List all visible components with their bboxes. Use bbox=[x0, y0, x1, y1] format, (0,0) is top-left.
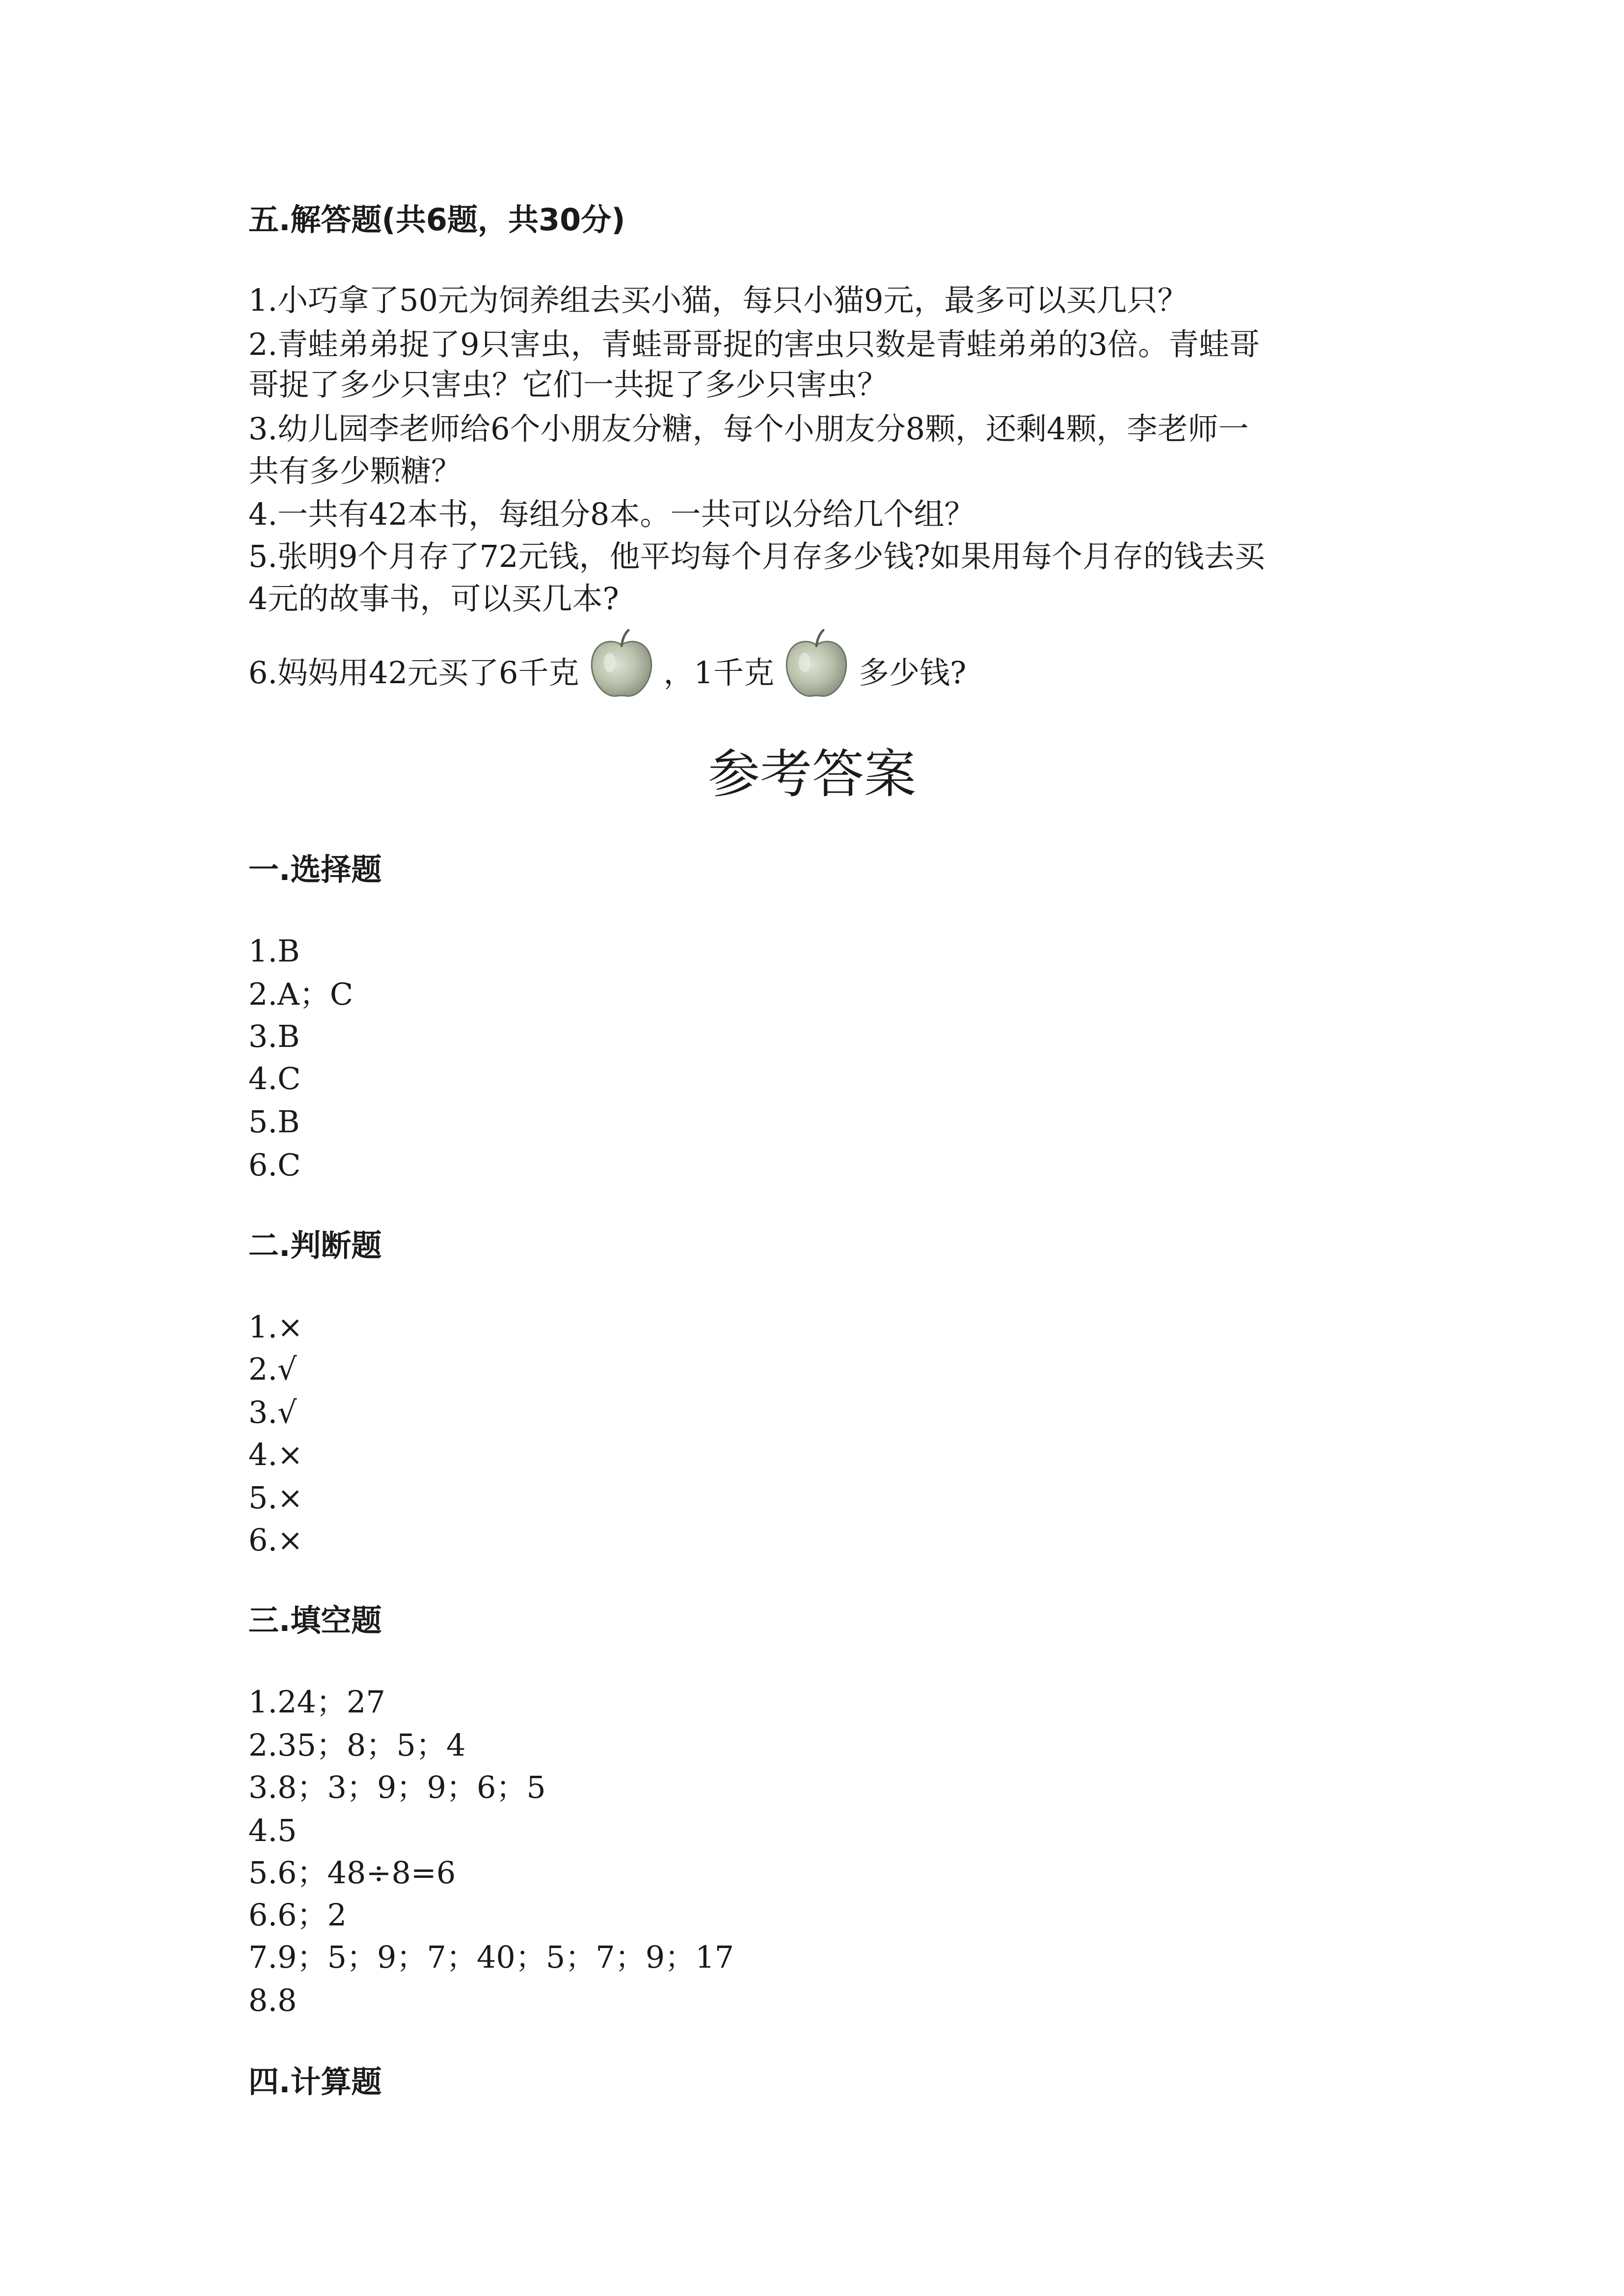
question-2-line-1: 2.青蛙弟弟捉了9只害虫，青蛙哥哥捉的害虫只数是青蛙弟弟的3倍。青蛙哥 bbox=[248, 326, 1260, 362]
fill-section-title: 三.填空题 bbox=[248, 1602, 382, 1638]
fill-answer-5: 5.6；48÷8=6 bbox=[248, 1855, 456, 1891]
judge-answer-1: 1.× bbox=[248, 1309, 303, 1345]
choice-answer-3: 3.B bbox=[248, 1018, 300, 1054]
judge-answer-6: 6.× bbox=[248, 1522, 303, 1558]
question-2-line-2: 哥捉了多少只害虫？它们一共捉了多少只害虫？ bbox=[248, 367, 888, 402]
choice-answer-5: 5.B bbox=[248, 1104, 300, 1140]
question-3-line-1: 3.幼儿园李老师给6个小朋友分糖，每个小朋友分8颗，还剩4颗，李老师一 bbox=[248, 411, 1249, 447]
answer-key-title: 参考答案 bbox=[708, 744, 916, 804]
section-5-title: 五.解答题(共6题，共30分) bbox=[248, 202, 625, 238]
question-4: 4.一共有42本书，每组分8本。一共可以分给几个组？ bbox=[248, 496, 975, 532]
choice-answer-1: 1.B bbox=[248, 933, 300, 969]
choice-answer-6: 6.C bbox=[248, 1147, 301, 1183]
fill-answer-4: 4.5 bbox=[248, 1813, 297, 1848]
apple-icon bbox=[582, 624, 661, 714]
judge-section-title: 二.判断题 bbox=[248, 1228, 382, 1263]
choice-answer-4: 4.C bbox=[248, 1061, 301, 1096]
fill-answer-2: 2.35；8；5；4 bbox=[248, 1727, 466, 1763]
fill-answer-8: 8.8 bbox=[248, 1982, 297, 2018]
fill-answer-7: 7.9；5；9；7；40；5；7；9；17 bbox=[248, 1939, 734, 1975]
judge-answer-3: 3.√ bbox=[248, 1394, 297, 1430]
question-5-line-1: 5.张明9个月存了72元钱，他平均每个月存多少钱?如果用每个月存的钱去买 bbox=[248, 538, 1265, 574]
calc-section-title: 四.计算题 bbox=[248, 2064, 382, 2100]
fill-answer-3: 3.8；3；9；9；6；5 bbox=[248, 1769, 546, 1805]
judge-answer-4: 4.× bbox=[248, 1437, 303, 1472]
question-6-part-3: 多少钱? bbox=[858, 655, 967, 691]
apple-icon bbox=[777, 624, 856, 714]
question-6-part-2: ，1千克 bbox=[663, 655, 774, 691]
choice-section-title: 一.选择题 bbox=[248, 852, 382, 887]
judge-answer-5: 5.× bbox=[248, 1480, 303, 1516]
fill-answer-1: 1.24；27 bbox=[248, 1684, 385, 1720]
choice-answer-2: 2.A；C bbox=[248, 976, 353, 1012]
question-6 bbox=[248, 624, 966, 714]
fill-answer-6: 6.6；2 bbox=[248, 1897, 347, 1933]
question-5-line-2: 4元的故事书，可以买几本? bbox=[248, 581, 619, 616]
question-6-part-1: 6.妈妈用42元买了6千克 bbox=[248, 655, 579, 691]
question-3-line-2: 共有多少颗糖？ bbox=[248, 453, 462, 489]
question-1: 1.小巧拿了50元为饲养组去买小猫，每只小猫9元，最多可以买几只？ bbox=[248, 282, 1188, 318]
judge-answer-2: 2.√ bbox=[248, 1351, 297, 1387]
